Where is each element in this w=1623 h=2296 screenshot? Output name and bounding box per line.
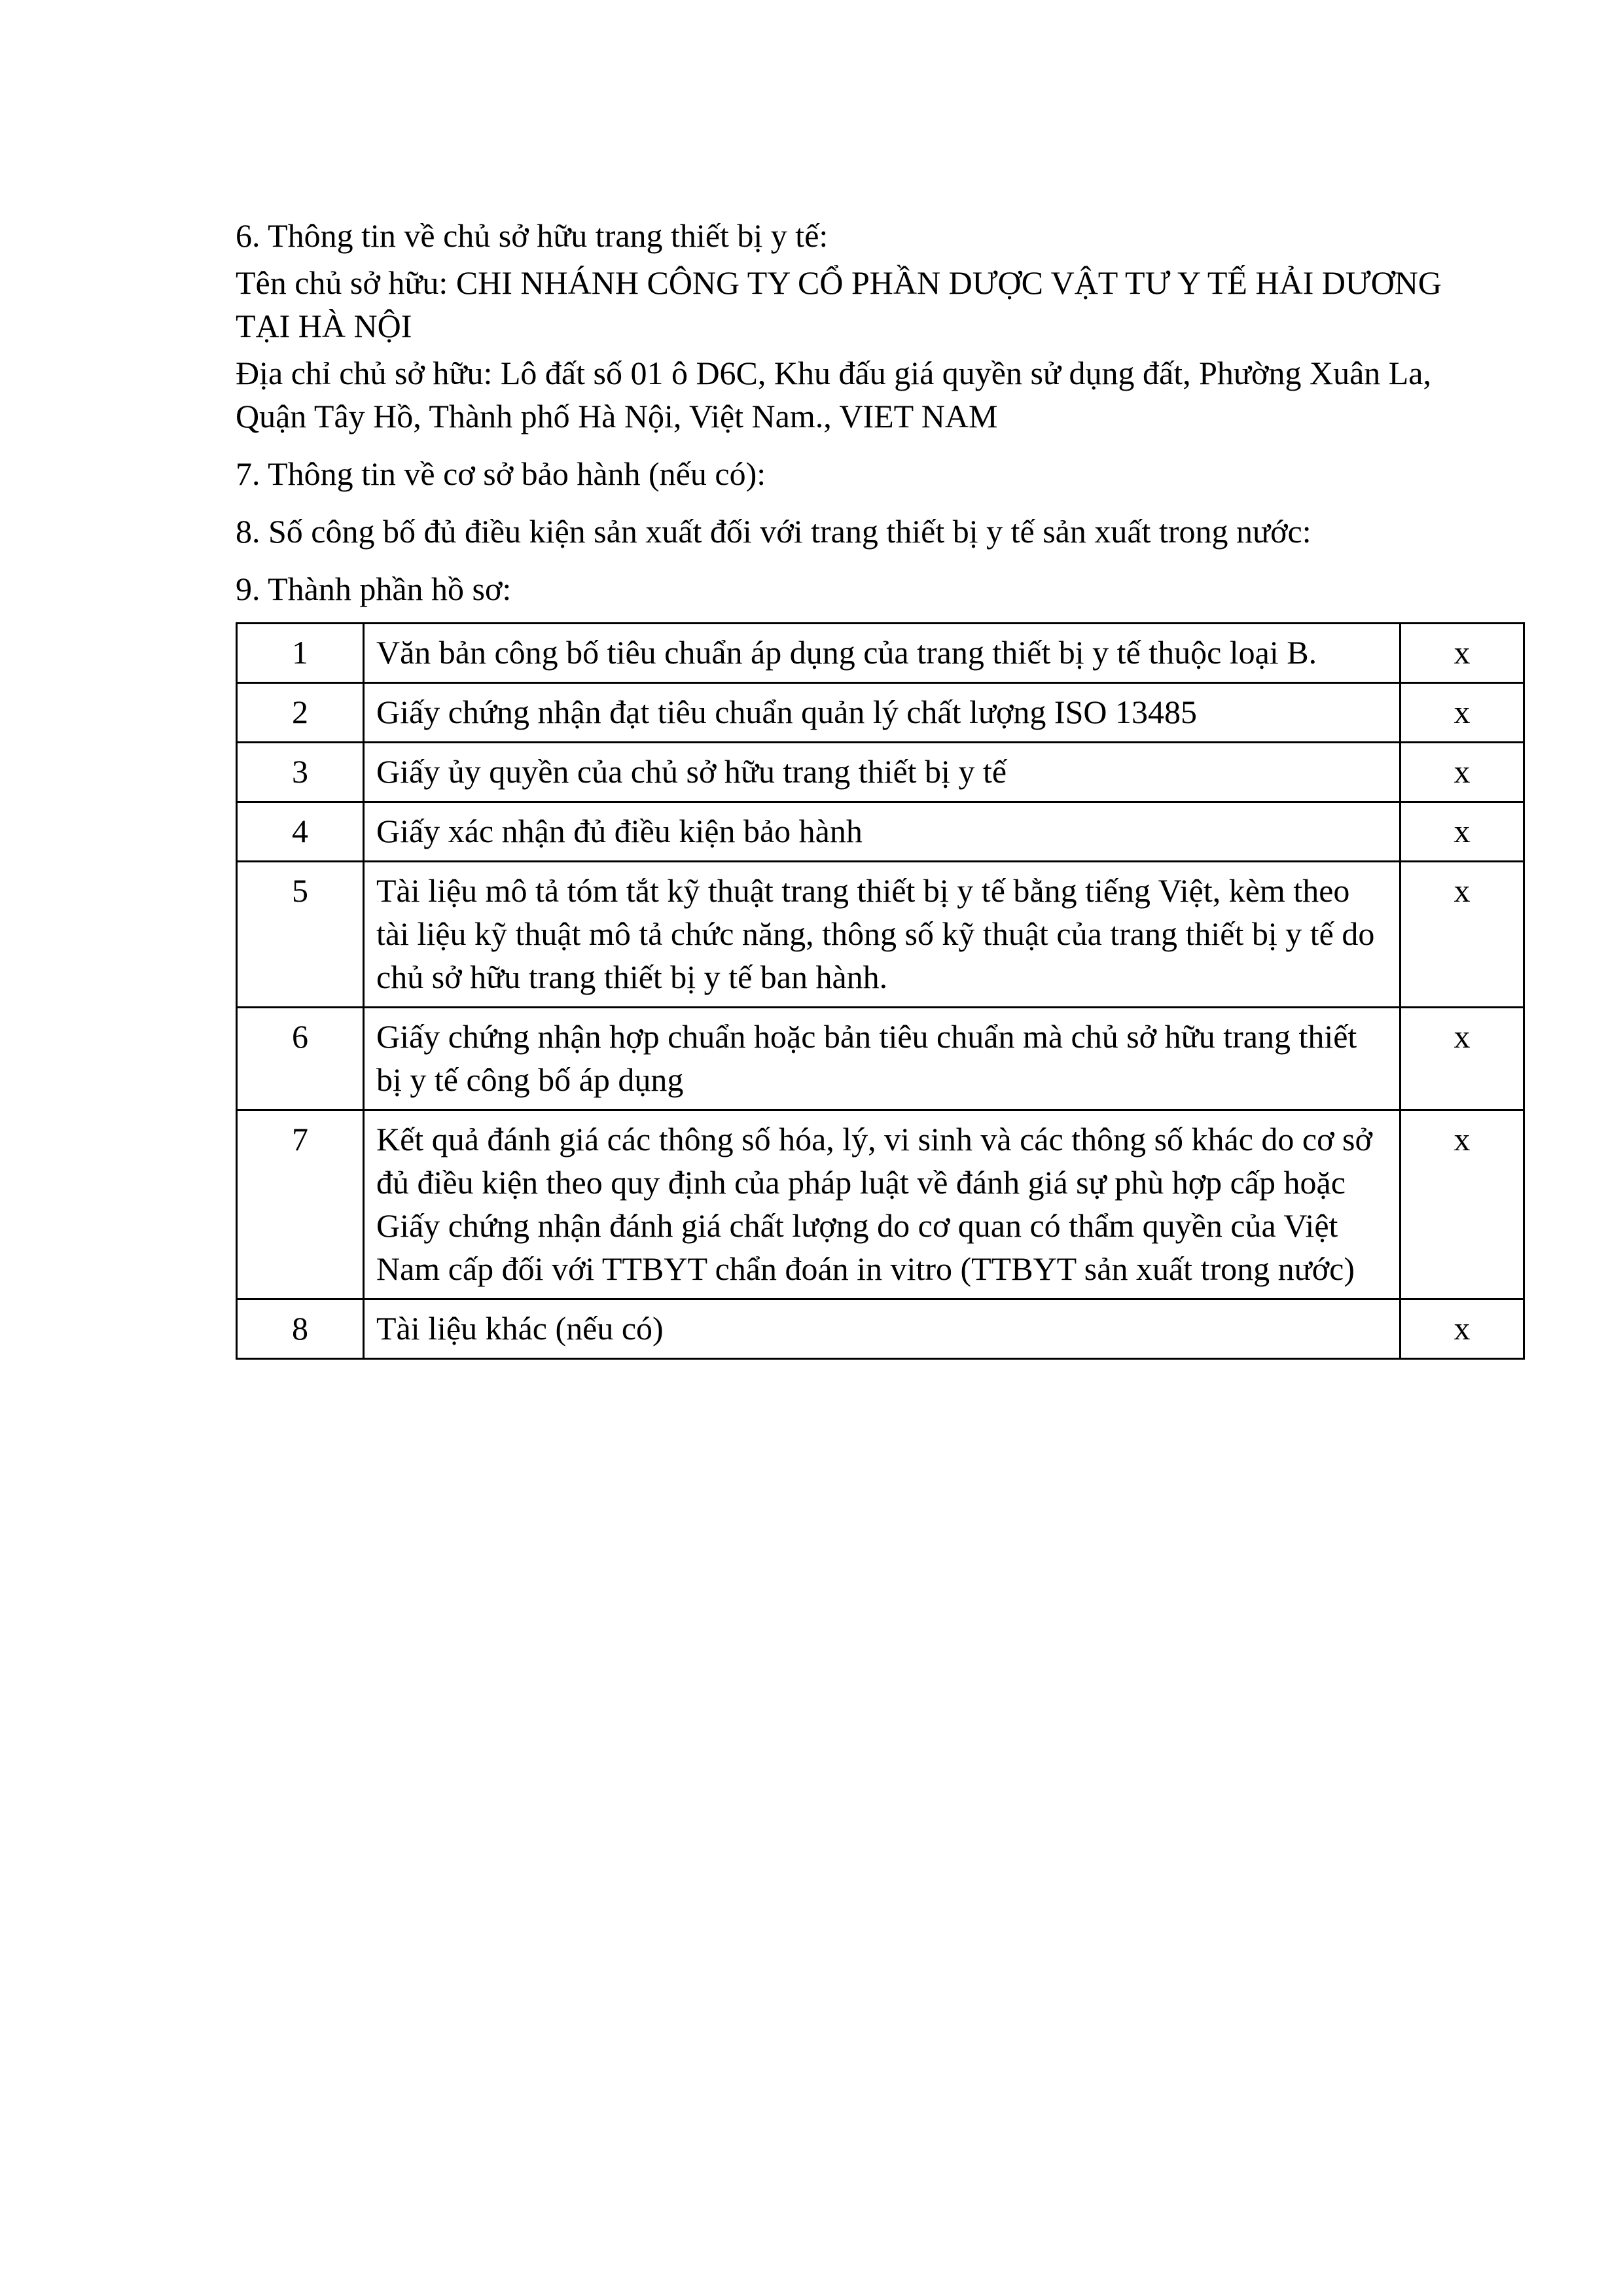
row-text: Giấy xác nhận đủ điều kiện bảo hành <box>364 802 1400 862</box>
row-number: 7 <box>237 1110 364 1299</box>
section-7-title: 7. Thông tin về cơ sở bảo hành (nếu có): <box>236 455 766 492</box>
row-mark: x <box>1400 683 1524 743</box>
table-row <box>237 1008 1524 1110</box>
table-row <box>237 624 1524 683</box>
dossier-components-table <box>236 622 1525 1360</box>
row-text: Tài liệu mô tả tóm tắt kỹ thuật trang thiết bị y tế bằng tiếng Việt, kèm theo tài liệu kỹ thuật mô tả chức năng, thông số kỹ thuật của trang thiết bị y tế do chủ sở hữu trang thiết bị y tế ban hành. <box>364 862 1400 1008</box>
section-6-title: 6. Thông tin về chủ sở hữu trang thiết bị y tế: <box>236 217 829 254</box>
table-row <box>237 683 1524 743</box>
owner-address-line: Địa chỉ chủ sở hữu: Lô đất số 01 ô D6C, Khu đấu giá quyền sử dụng đất, Phường Xuân La, Quận Tây Hồ, Thành phố Hà Nội, Việt Nam., VIET NAM <box>236 355 1432 434</box>
row-number: 8 <box>237 1299 364 1359</box>
row-text: Giấy ủy quyền của chủ sở hữu trang thiết bị y tế <box>364 743 1400 802</box>
owner-name-line: Tên chủ sở hữu: CHI NHÁNH CÔNG TY CỔ PHẦN DƯỢC VẬT TƯ Y TẾ HẢI DƯƠNG TẠI HÀ NỘI <box>236 264 1442 344</box>
row-number: 3 <box>237 743 364 802</box>
row-mark: x <box>1400 802 1524 862</box>
row-number: 6 <box>237 1008 364 1110</box>
table-row <box>237 1299 1524 1359</box>
row-text: Văn bản công bố tiêu chuẩn áp dụng của trang thiết bị y tế thuộc loại B. <box>364 624 1400 683</box>
section-8-title: 8. Số công bố đủ điều kiện sản xuất đối với trang thiết bị y tế sản xuất trong nước: <box>236 513 1311 550</box>
row-text: Giấy chứng nhận hợp chuẩn hoặc bản tiêu chuẩn mà chủ sở hữu trang thiết bị y tế công bố áp dụng <box>364 1008 1400 1110</box>
row-mark: x <box>1400 743 1524 802</box>
row-mark: x <box>1400 1110 1524 1299</box>
table-row <box>237 1110 1524 1299</box>
row-number: 5 <box>237 862 364 1008</box>
row-number: 1 <box>237 624 364 683</box>
table-row <box>237 743 1524 802</box>
table-row <box>237 802 1524 862</box>
row-mark: x <box>1400 862 1524 1008</box>
row-mark: x <box>1400 1299 1524 1359</box>
row-text: Giấy chứng nhận đạt tiêu chuẩn quản lý chất lượng ISO 13485 <box>364 683 1400 743</box>
document-text-block <box>236 214 1450 610</box>
section-9-title: 9. Thành phần hồ sơ: <box>236 571 512 607</box>
row-mark: x <box>1400 624 1524 683</box>
row-mark: x <box>1400 1008 1524 1110</box>
row-text: Tài liệu khác (nếu có) <box>364 1299 1400 1359</box>
row-number: 4 <box>237 802 364 862</box>
table-row <box>237 862 1524 1008</box>
row-text: Kết quả đánh giá các thông số hóa, lý, vi sinh và các thông số khác do cơ sở đủ điều kiện theo quy định của pháp luật về đánh giá sự phù hợp cấp hoặc Giấy chứng nhận đánh giá chất lượng do cơ quan có thẩm quyền của Việt Nam cấp đối với TTBYT chẩn đoán in vitro (TTBYT sản xuất trong nước) <box>364 1110 1400 1299</box>
row-number: 2 <box>237 683 364 743</box>
